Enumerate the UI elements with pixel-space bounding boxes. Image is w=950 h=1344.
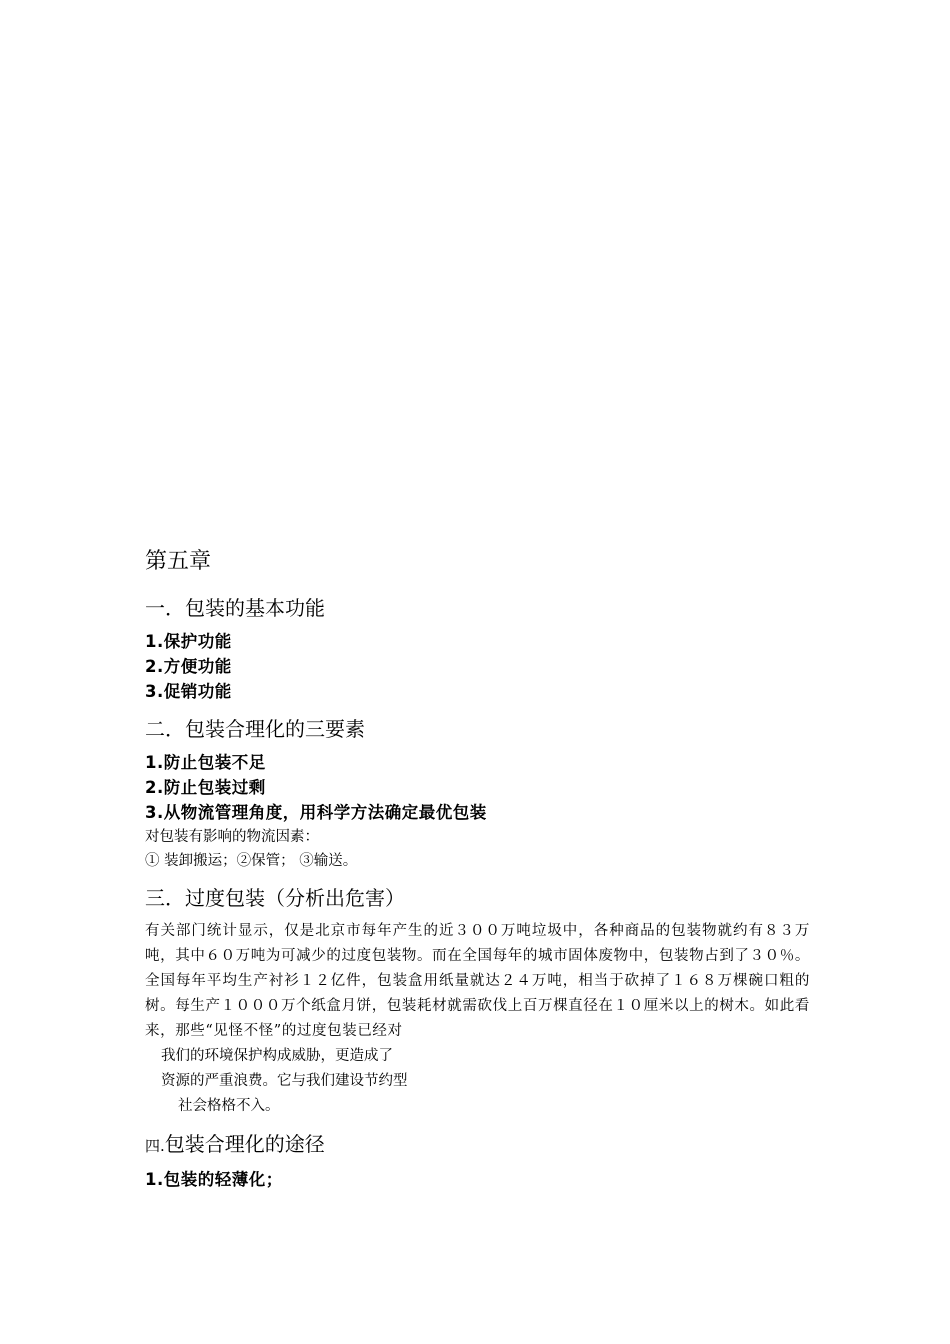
document-page — [145, 545, 810, 1202]
section4-heading — [145, 1129, 810, 1161]
section3-heading: 三．过度包装（分析出危害） — [145, 886, 405, 910]
section1-heading: 一．包装的基本功能 — [145, 596, 325, 620]
section3-line: 资源的严重浪费。它与我们建设节约型 — [161, 1073, 408, 1089]
section3-line: 我们的环境保护构成威胁，更造成了 — [161, 1048, 393, 1064]
list-item: 3.从物流管理角度，用科学方法确定最优包装 — [145, 803, 487, 822]
section1-list — [145, 629, 810, 704]
section3-paragraph: 有关部门统计显示，仅是北京市每年产生的近３００万吨垃圾中，各种商品的包装物就约有８３万吨，其中６０万吨为可减少的过度包装物。而在全国每年的城市固体废物中，包装物占到了３０％。全国每年平均生产衬衫１２亿件，包装盒用纸量就达２４万吨，相当于砍掉了１６８万棵碗口粗的树。每生产１０００万个纸盒月饼，包装耗材就需砍伐上百万棵直径在１０厘米以上的树木。如此看来，那些“见怪不怪”的过度包装已经对 — [145, 923, 810, 1039]
chapter-title: 第五章 — [145, 549, 212, 574]
section3-line: 社会格格不入。 — [178, 1098, 280, 1114]
list-item: 1.保护功能 — [145, 632, 232, 651]
factors-intro: 对包装有影响的物流因素： — [145, 829, 319, 845]
factors-list: ① 装卸搬运；②保管； ③输送。 — [145, 853, 358, 869]
list-item: 3.促销功能 — [145, 682, 232, 701]
section4-number: 四. — [145, 1137, 165, 1155]
list-item: 1.防止包装不足 — [145, 753, 266, 772]
list-item: 2.方便功能 — [145, 657, 232, 676]
list-item: 1.包装的轻薄化； — [145, 1170, 283, 1189]
section4-list — [145, 1167, 810, 1192]
section4-title: 包装合理化的途径 — [164, 1132, 325, 1156]
section2-list — [145, 750, 810, 825]
list-item: 2.防止包装过剩 — [145, 778, 266, 797]
section2-heading: 二．包装合理化的三要素 — [145, 717, 365, 741]
